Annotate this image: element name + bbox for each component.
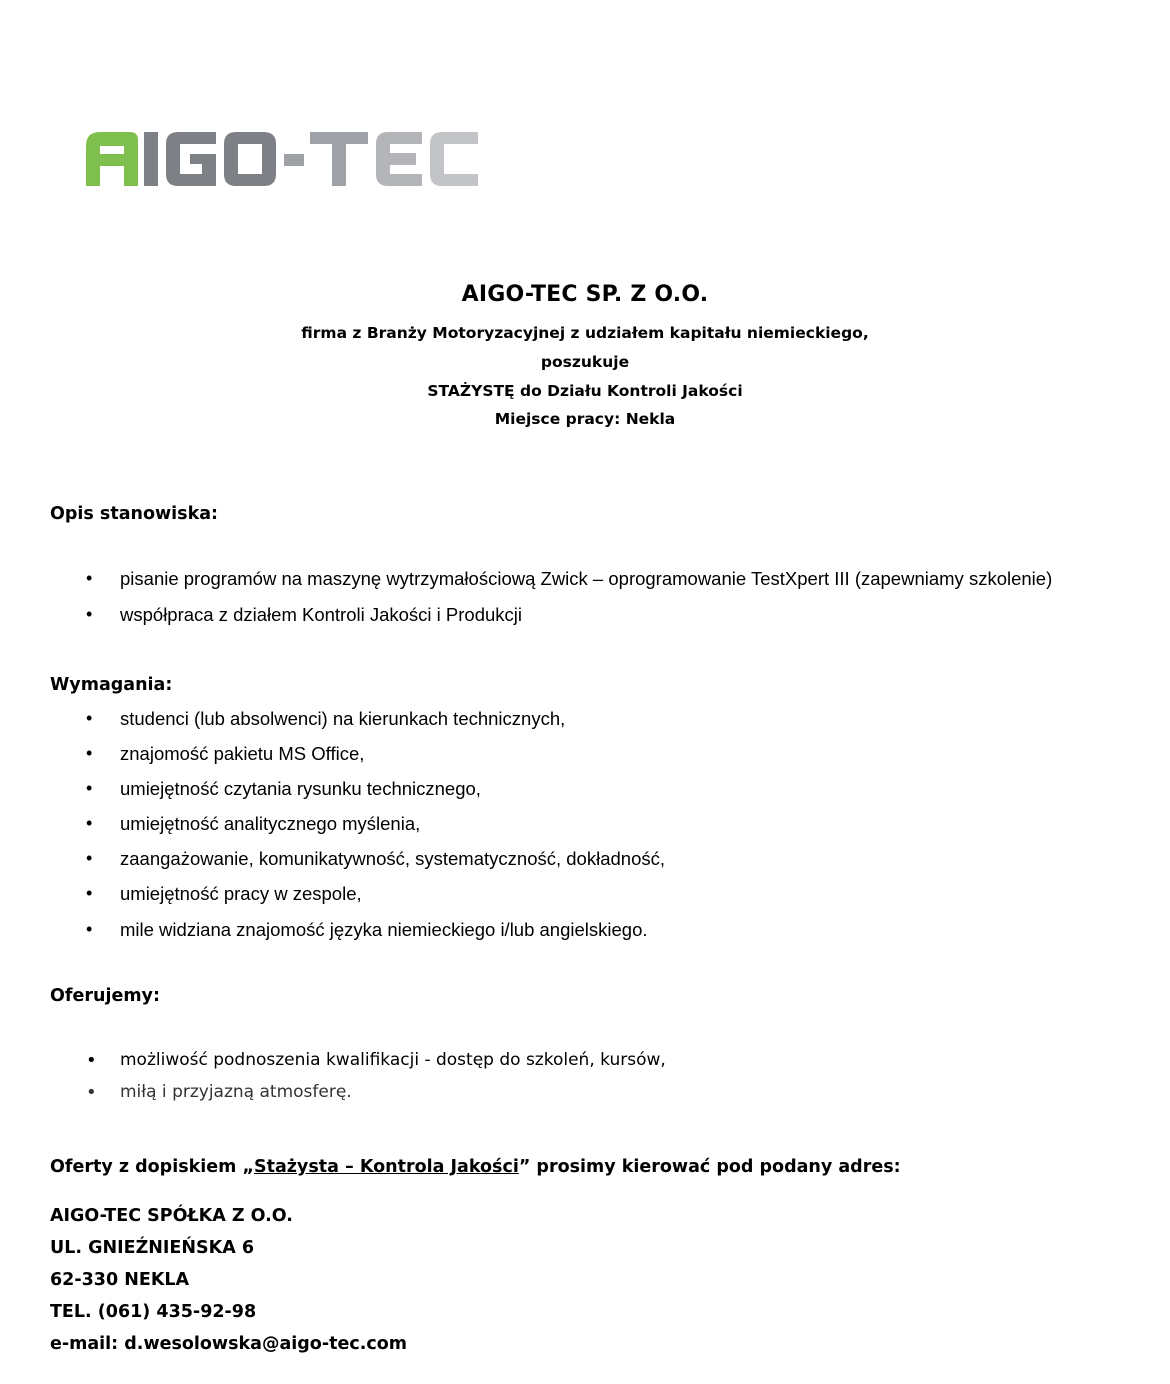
address-company: AIGO-TEC SPÓŁKA Z O.O. [50,1206,293,1226]
list-item: • pisanie programów na maszynę wytrzymałościową Zwick – oprogramowanie TestXpert III (zapewniamy szkolenie) [120,568,1052,590]
logo-dash [284,154,304,166]
aigo-tec-logo [86,128,486,190]
address-phone: TEL. (061) 435-92-98 [50,1302,257,1322]
section-heading-opis: Opis stanowiska: [50,504,219,524]
list-item: • mile widziana znajomość języka niemieckiego i/lub angielskiego. [120,919,648,941]
address-city: 62-330 NEKLA [50,1270,190,1290]
list-item: • umiejętność pracy w zespole, [120,883,362,905]
list-item: • studenci (lub absolwenci) na kierunkach technicznych, [120,708,565,730]
list-item: • umiejętność czytania rysunku technicznego, [120,778,481,800]
list-item: • znajomość pakietu MS Office, [120,743,364,765]
list-item: • współpraca z działem Kontroli Jakości i Produkcji [120,604,522,626]
position-title: STAŻYSTĘ do Działu Kontroli Jakości [427,382,743,400]
section-heading-oferujemy: Oferujemy: [50,986,160,1006]
offer-suffix: ” prosimy kierować pod podany adres: [518,1157,901,1177]
logo-letter-c [430,132,478,186]
company-description: firma z Branży Motoryzacyjnej z udziałem kapitału niemieckiego, [301,324,869,342]
offer-subject: Stażysta – Kontrola Jakości [253,1157,519,1177]
address-street: UL. GNIEŹNIEŃSKA 6 [50,1238,255,1258]
address-email: e-mail: d.wesolowska@aigo-tec.com [50,1334,407,1354]
list-item: • umiejętność analitycznego myślenia, [120,813,420,835]
seeking-line: poszukuje [540,353,630,371]
logo-letter-a [86,132,138,186]
list-item: • możliwość podnoszenia kwalifikacji - dostęp do szkoleń, kursów, [120,1050,666,1070]
list-item: • zaangażowanie, komunikatywność, systematyczność, dokładność, [120,848,665,870]
logo-letter-g [166,132,216,186]
application-instruction [50,1157,901,1177]
offer-prefix: Oferty z dopiskiem „ [50,1157,254,1177]
list-item: • miłą i przyjazną atmosferę. [120,1082,352,1102]
logo-letter-o [224,132,276,186]
logo-letter-i [144,132,158,186]
logo-letter-e [376,132,422,186]
section-heading-wymagania: Wymagania: [50,675,173,695]
workplace-line: Miejsce pracy: Nekla [494,410,676,428]
logo-letter-t [310,132,368,186]
company-title: AIGO-TEC SP. Z O.O. [461,282,709,307]
